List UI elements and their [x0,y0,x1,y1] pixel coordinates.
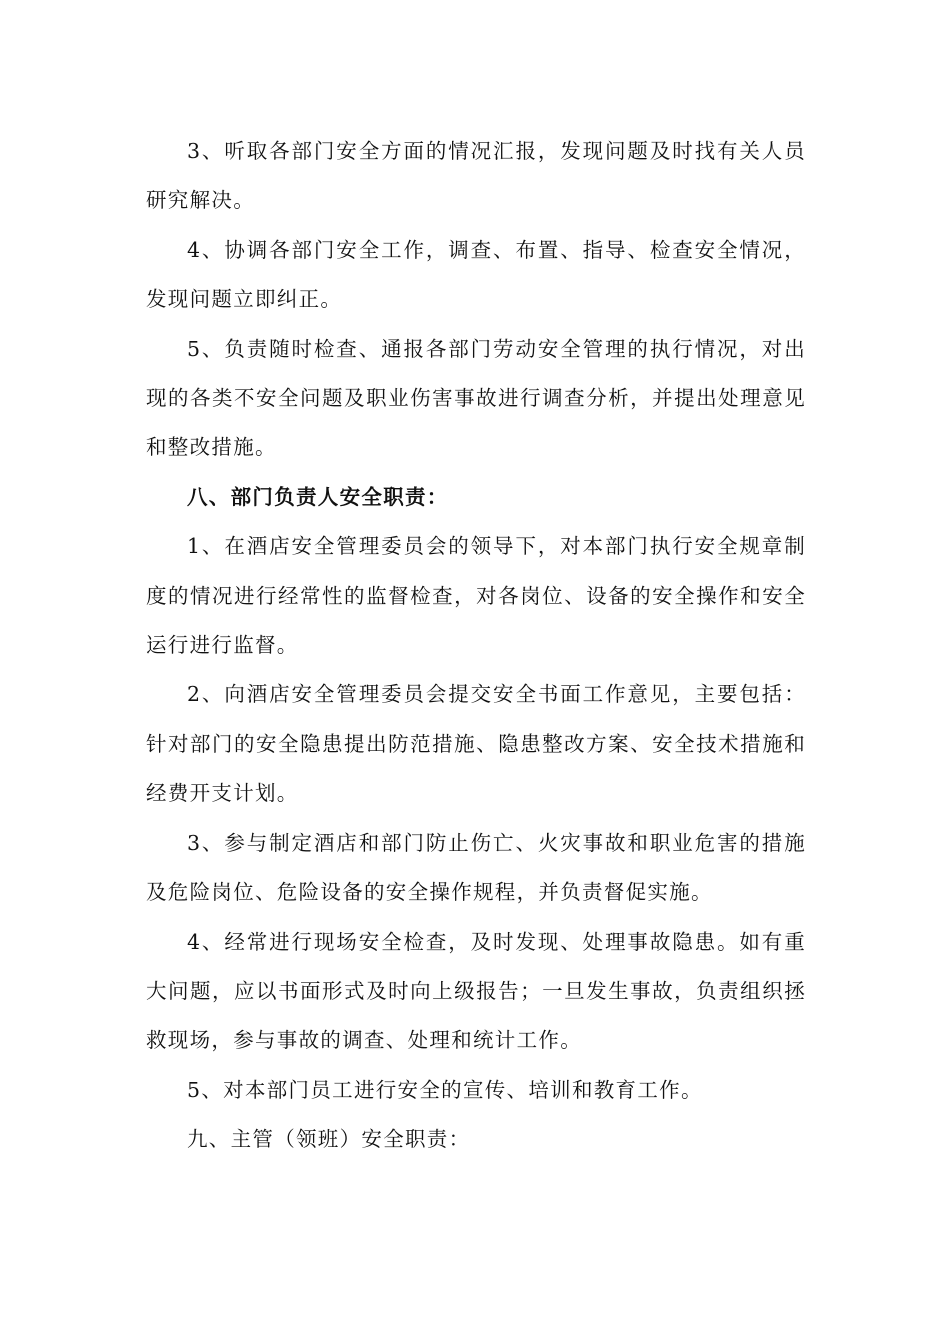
paragraph-dept-item-4: 4、经常进行现场安全检查，及时发现、处理事故隐患。如有重大问题，应以书面形式及时向上级报告；一旦发生事故，负责组织拯救现场，参与事故的调查、处理和统计工作。 [146,929,806,1053]
section-heading-8: 八、部门负责人安全职责： [187,484,449,509]
paragraph-dept-item-2: 2、向酒店安全管理委员会提交安全书面工作意见，主要包括：针对部门的安全隐患提出防范措施、隐患整改方案、安全技术措施和经费开支计划。 [146,682,806,806]
paragraph-dept-item-1: 1、在酒店安全管理委员会的领导下，对本部门执行安全规章制度的情况进行经常性的监督检查，对各岗位、设备的安全操作和安全运行进行监督。 [146,534,806,658]
paragraph-item-5-inspect: 5、负责随时检查、通报各部门劳动安全管理的执行情况，对出现的各类不安全问题及职业伤害事故进行调查分析，并提出处理意见和整改措施。 [146,336,806,460]
document-body [146,127,806,1165]
section-heading-9: 九、主管（领班）安全职责： [187,1127,471,1152]
paragraph-dept-item-5: 5、对本部门员工进行安全的宣传、培训和教育工作。 [187,1077,703,1102]
paragraph-item-4-coordinate: 4、协调各部门安全工作，调查、布置、指导、检查安全情况，发现问题立即纠正。 [146,237,806,312]
paragraph-dept-item-3: 3、参与制定酒店和部门防止伤亡、火灾事故和职业危害的措施及危险岗位、危险设备的安全操作规程，并负责督促实施。 [146,830,806,905]
paragraph-item-3-report: 3、听取各部门安全方面的情况汇报，发现问题及时找有关人员研究解决。 [146,139,806,213]
